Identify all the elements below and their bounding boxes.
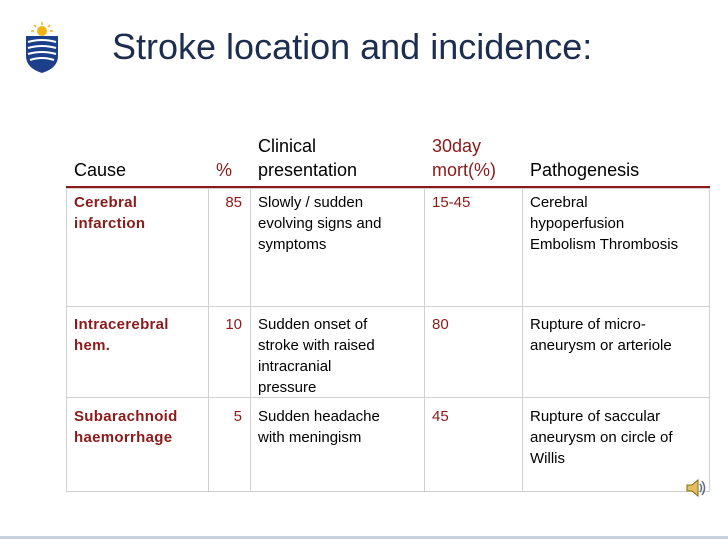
university-logo-icon — [22, 22, 62, 74]
row-divider — [66, 306, 710, 307]
speaker-icon[interactable] — [684, 476, 708, 500]
row-pathogenesis: Rupture of saccular aneurysm on circle of Willis — [530, 408, 673, 467]
row-clinical: Slowly / sudden evolving signs and symptoms — [258, 194, 382, 253]
row-pct: 10 — [225, 316, 242, 333]
row-pct: 5 — [233, 408, 242, 425]
row-clinical: Sudden onset of stroke with raised intracranial pressure — [258, 316, 375, 396]
col-divider — [208, 188, 209, 492]
row-cause: Intracerebral hem. — [74, 316, 169, 354]
row-pct: 85 — [225, 194, 242, 211]
col-divider — [424, 188, 425, 492]
row-clinical: Sudden headache with meningism — [258, 408, 380, 446]
row-pathogenesis: Cerebral hypoperfusion Embolism Thrombosis — [530, 194, 679, 253]
col-divider — [522, 188, 523, 492]
footer-line — [0, 536, 728, 539]
row-pathogenesis: Rupture of micro- aneurysm or arteriole — [530, 316, 672, 354]
row-divider — [66, 397, 710, 398]
row-mortality: 45 — [432, 408, 449, 425]
row-cause: Subarachnoid haemorrhage — [74, 408, 178, 446]
page-title: Stroke location and incidence: — [112, 26, 593, 67]
row-mortality: 15-45 — [432, 194, 471, 211]
row-cause: Cerebral infarction — [74, 194, 146, 232]
stroke-table: Cause % Clinical presentation 30day mort(%) Pathogenesis Cerebral infarction 85 Slowly / sudden evolving signs and symptoms 15-45 Cerebral hypoperfusion Embolism Thrombosis Intracerebral hem. 10 Sudden onset of stroke with raised intracranial pressure 80 Rupture of micro- aneurysm or arteriole Subarachnoid haemorrhage 5 Sudden headache with meningism 45 Rupture of saccular aneurysm on circle of Willis — [66, 136, 710, 492]
col-divider — [250, 188, 251, 492]
row-mortality: 80 — [432, 316, 449, 333]
